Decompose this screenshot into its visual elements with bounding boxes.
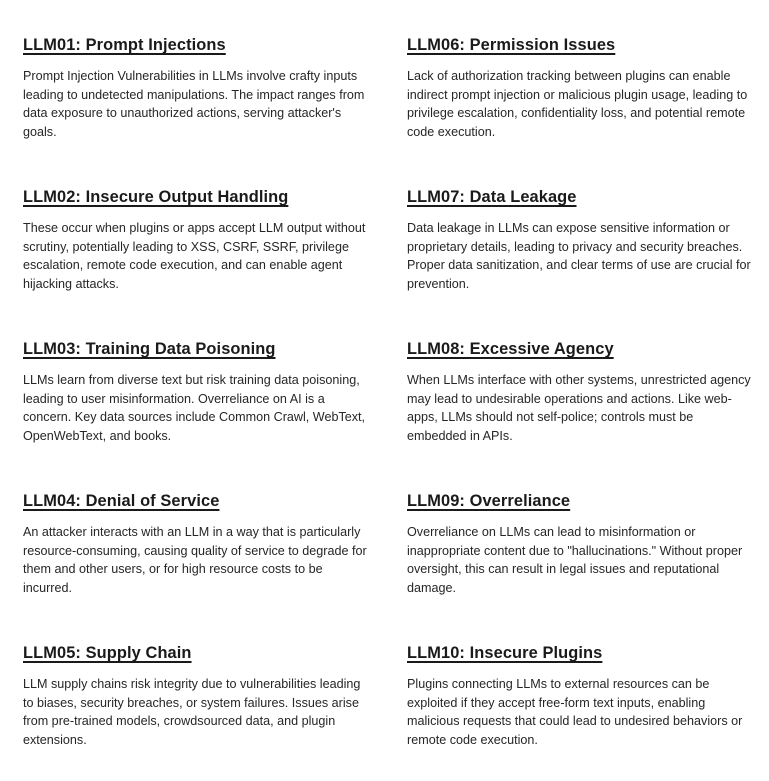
risk-item-llm03 [23, 338, 368, 445]
risk-title: LLM07: Data Leakage [407, 188, 577, 206]
risk-description: LLM supply chains risk integrity due to vulnerabilities leading to biases, security breaches, or system failures. Issues arise from pre-trained models, crowdsourced data, and plugin extensions. [23, 677, 361, 747]
risk-description: Plugins connecting LLMs to external resources can be exploited if they accept free-form text inputs, enabling malicious requests that could lead to undesired behaviors or remote code execution. [407, 677, 743, 747]
risk-item-llm07 [407, 186, 752, 293]
risk-description: Overreliance on LLMs can lead to misinformation or inappropriate content due to "hallucinations." Without proper oversight, this can result in legal issues and reputational damage. [407, 525, 743, 595]
risk-description: When LLMs interface with other systems, unrestricted agency may lead to undesirable operations and actions. Like web-apps, LLMs should not self-police; controls must be embedded in APIs. [407, 373, 751, 443]
risk-description: Prompt Injection Vulnerabilities in LLMs involve crafty inputs leading to undetected manipulations. The impact ranges from data exposure to unauthorized actions, serving attacker's goals. [23, 69, 365, 139]
risk-title: LLM02: Insecure Output Handling [23, 188, 289, 206]
risk-description: These occur when plugins or apps accept LLM output without scrutiny, potentially leading to XSS, CSRF, SSRF, privilege escalation, remote code execution, and can enable agent hijacking attacks. [23, 221, 366, 291]
risk-title: LLM09: Overreliance [407, 492, 571, 510]
risk-item-llm02 [23, 186, 368, 293]
risk-title: LLM10: Insecure Plugins [407, 644, 603, 662]
risk-description: Data leakage in LLMs can expose sensitive information or proprietary details, leading to privacy and security breaches. Proper data sanitization, and clear terms of use are crucial for prevention. [407, 221, 751, 291]
risk-item-llm06 [407, 34, 752, 141]
risk-description: Lack of authorization tracking between plugins can enable indirect prompt injection or malicious plugin usage, leading to privilege escalation, confidentiality loss, and potential remote code execution. [407, 69, 748, 139]
risk-title: LLM06: Permission Issues [407, 36, 616, 54]
risk-item-llm09 [407, 490, 752, 597]
risk-item-llm04 [23, 490, 368, 597]
risk-title: LLM04: Denial of Service [23, 492, 220, 510]
risk-description: LLMs learn from diverse text but risk training data poisoning, leading to user misinformation. Overreliance on AI is a concern. Key data sources include Common Crawl, WebText, OpenWebText, and books. [23, 373, 366, 443]
risk-description: An attacker interacts with an LLM in a way that is particularly resource-consuming, causing quality of service to degrade for them and other users, or for high resource costs to be incurred. [23, 525, 367, 595]
risk-item-llm10 [407, 642, 752, 749]
risk-item-llm05 [23, 642, 368, 749]
risk-item-llm08 [407, 338, 752, 445]
risk-title: LLM05: Supply Chain [23, 644, 192, 662]
risk-title: LLM03: Training Data Poisoning [23, 340, 276, 358]
risk-title: LLM01: Prompt Injections [23, 36, 226, 54]
risk-title: LLM08: Excessive Agency [407, 340, 614, 358]
risk-item-llm01 [23, 34, 368, 141]
